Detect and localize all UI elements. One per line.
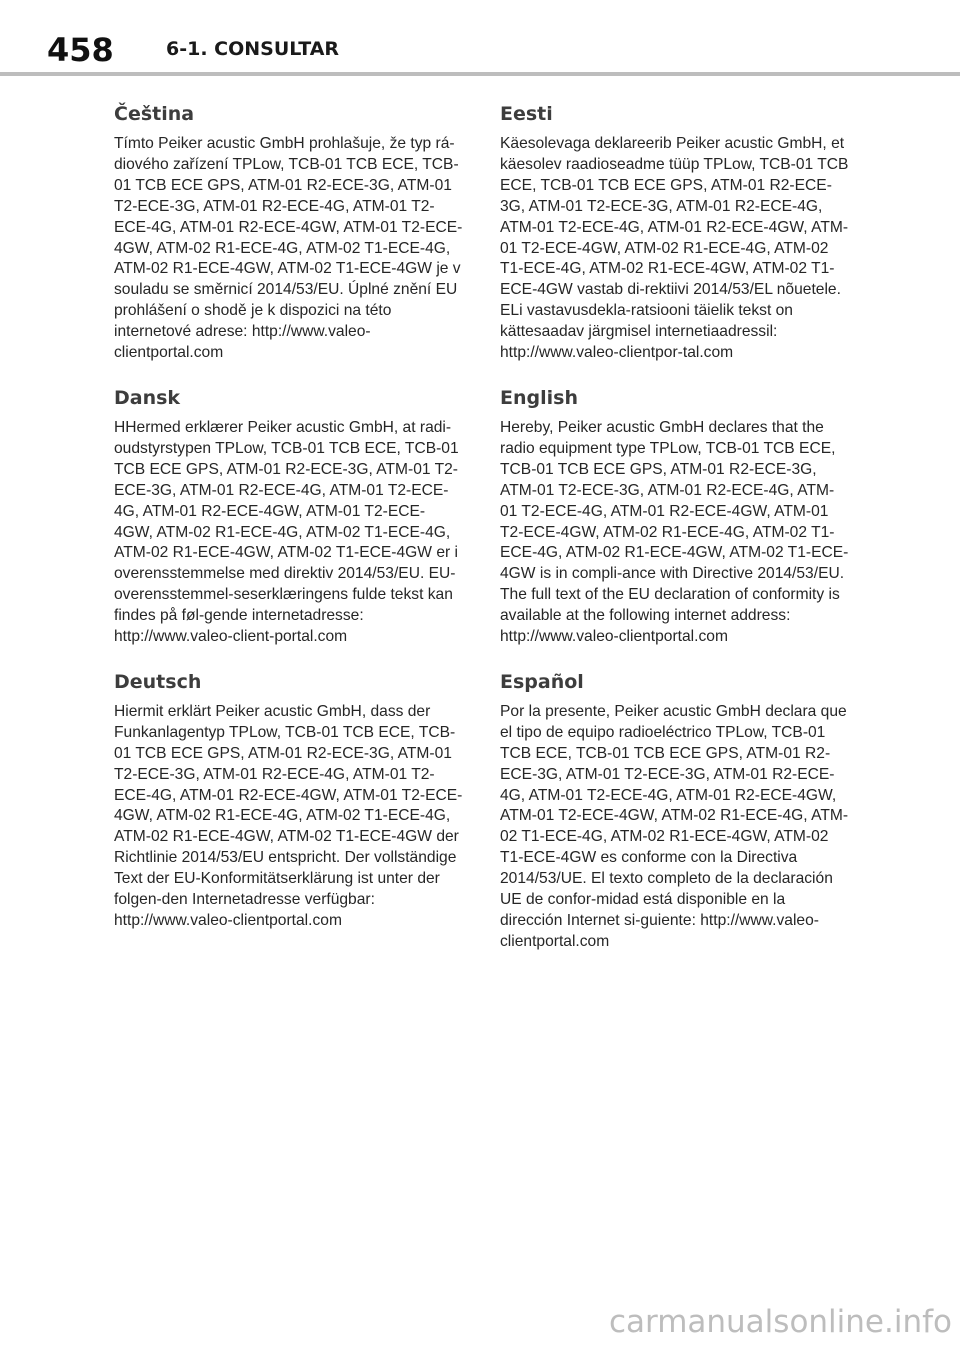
section-text: Por la presente, Peiker acustic GmbH declara que el tipo de equipo radioeléctrico TPLow, TCB-01 TCB ECE, TCB-01 TCB ECE GPS, ATM-01 R2-ECE-3G, ATM-01 T2-ECE-3G, ATM-01 R2-ECE-4G, ATM-01 T2-ECE-4G, ATM-01 R2-ECE-4GW, ATM-01 T2-ECE-4GW, ATM-02 R1-ECE-4G, ATM-02 T1-ECE-4G, ATM-02 R1-ECE-4GW, ATM-02 T1-ECE-4GW es conforme con la Directiva 2014/53/UE. El texto completo de la declaración UE de confor-midad está disponible en la dirección Internet si-guiente: http://www.valeo-clientportal.com bbox=[500, 702, 849, 950]
header-divider bbox=[0, 72, 960, 76]
watermark: carmanualsonline.info bbox=[608, 1304, 952, 1340]
page-number: 458 bbox=[47, 31, 114, 69]
section-deutsch bbox=[114, 668, 464, 932]
section-heading: Dansk bbox=[114, 386, 181, 409]
page-header bbox=[0, 0, 960, 76]
section-dansk bbox=[114, 384, 464, 648]
right-column bbox=[500, 100, 850, 973]
section-text: Hereby, Peiker acustic GmbH declares that the radio equipment type TPLow, TCB-01 TCB ECE, TCB-01 TCB ECE GPS, ATM-01 R2-ECE-3G, ATM-01 T2-ECE-3G, ATM-01 R2-ECE-4G, ATM-01 T2-ECE-4G, ATM-01 R2-ECE-4GW, ATM-01 T2-ECE-4GW, ATM-02 R1-ECE-4G, ATM-02 T1-ECE-4G, ATM-02 R1-ECE-4GW, ATM-02 T1-ECE-4GW is in compli-ance with Directive 2014/53/EU. The full text of the EU declaration of conformity is available at the following internet address: http://www.valeo-clientportal.com bbox=[500, 418, 849, 646]
section-espanol bbox=[500, 668, 850, 953]
chapter-title: 6-1. CONSULTAR bbox=[166, 38, 340, 60]
section-cestina bbox=[114, 100, 464, 364]
section-heading: English bbox=[500, 386, 578, 409]
section-heading: Čeština bbox=[114, 103, 195, 125]
section-text: HHermed erklærer Peiker acustic GmbH, at radi-oudstyrstypen TPLow, TCB-01 TCB ECE, TCB-01 TCB ECE GPS, ATM-01 R2-ECE-3G, ATM-01 T2-ECE-3G, ATM-01 R2-ECE-4G, ATM-01 T2-ECE-4G, ATM-01 R2-ECE-4GW, ATM-01 T2-ECE-4GW, ATM-02 R1-ECE-4G, ATM-02 T1-ECE-4G, ATM-02 R1-ECE-4GW, ATM-02 T1-ECE-4GW er i overensstemmelse med direktiv 2014/53/EU. EU-overensstemmel-seserklæringens fulde tekst kan findes på føl-gende internetadresse: http://www.valeo-client-portal.com bbox=[114, 418, 459, 646]
section-eesti bbox=[500, 100, 850, 364]
section-heading: Eesti bbox=[500, 103, 553, 125]
section-heading: Deutsch bbox=[114, 670, 202, 693]
left-column bbox=[114, 100, 464, 952]
section-text: Käesolevaga deklareerib Peiker acustic GmbH, et käesolev raadioseadme tüüp TPLow, TCB-01 TCB ECE, TCB-01 TCB ECE GPS, ATM-01 R2-ECE-3G, ATM-01 T2-ECE-3G, ATM-01 R2-ECE-4G, ATM-01 T2-ECE-4G, ATM-01 R2-ECE-4GW, ATM-01 T2-ECE-4GW, ATM-02 R1-ECE-4G, ATM-02 T1-ECE-4G, ATM-02 R1-ECE-4GW, ATM-02 T1-ECE-4GW vastab di-rektiivi 2014/53/EL nõuetele. ELi vastavusdekla-ratsiooni täielik tekst on kättesaadav järgmisel internetiaadressil: http://www.valeo-clientpor-tal.com bbox=[500, 135, 849, 362]
section-text: Tímto Peiker acustic GmbH prohlašuje, že typ rá-diového zařízení TPLow, TCB-01 TCB ECE, TCB-01 TCB ECE GPS, ATM-01 R2-ECE-3G, ATM-01 T2-ECE-3G, ATM-01 R2-ECE-4G, ATM-01 T2-ECE-4G, ATM-01 R2-ECE-4GW, ATM-01 T2-ECE-4GW, ATM-02 R1-ECE-4G, ATM-02 T1-ECE-4G, ATM-02 R1-ECE-4GW, ATM-02 T1-ECE-4GW je v souladu se směrnicí 2014/53/EU. Úplné znění EU prohlášení o shodě je k dispozici na této internetové adrese: http://www.valeo-clientportal.com bbox=[114, 135, 463, 362]
section-heading: Español bbox=[500, 670, 584, 693]
section-text: Hiermit erklärt Peiker acustic GmbH, dass der Funkanlagentyp TPLow, TCB-01 TCB ECE, TCB-01 TCB ECE GPS, ATM-01 R2-ECE-3G, ATM-01 T2-ECE-3G, ATM-01 R2-ECE-4G, ATM-01 T2-ECE-4G, ATM-01 R2-ECE-4GW, ATM-01 T2-ECE-4GW, ATM-02 R1-ECE-4G, ATM-02 T1-ECE-4G, ATM-02 R1-ECE-4GW, ATM-02 T1-ECE-4GW der Richtlinie 2014/53/EU entspricht. Der vollständige Text der EU-Konformitätserklärung ist unter der folgen-den Internetadresse verfügbar: http://www.valeo-clientportal.com bbox=[114, 702, 463, 929]
section-english bbox=[500, 384, 850, 648]
